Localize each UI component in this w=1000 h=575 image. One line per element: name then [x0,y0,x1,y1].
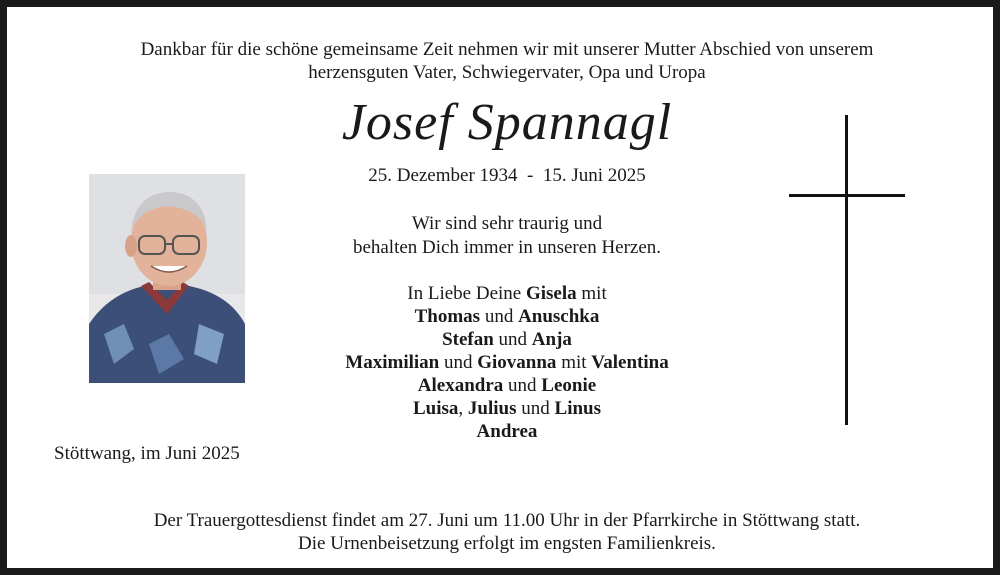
service-line-1: Der Trauergottesdienst findet am 27. Juni um 11.00 Uhr in der Pfarrkirche in Stöttwang statt. [153,510,861,531]
family-name: Alexandra [417,375,504,396]
deceased-name: Josef Spannagl [341,94,673,151]
family-name: Gisela [525,283,577,304]
cross-horizontal-bar [789,194,905,197]
family-name: Stefan [442,329,494,350]
family-name: Luisa [413,398,459,419]
family-name: Thomas [414,306,481,327]
family-text: und [439,352,478,373]
family-text: mit [556,352,592,373]
intro-line-2: herzensguten Vater, Schwiegervater, Opa und Uropa [308,62,706,83]
sorrow-line-1: Wir sind sehr traurig und [411,213,603,234]
family-line-7 [7,420,1000,443]
family-line-5 [7,374,1000,397]
family-list [7,282,1000,443]
family-name: Linus [554,398,601,419]
family-text: mit [576,283,607,304]
family-name: Maximilian [345,352,440,373]
life-dates: 25. Dezember 1934 - 15. Juni 2025 [368,165,646,186]
family-line-2 [7,305,1000,328]
family-name: Leonie [541,375,597,396]
family-name: Anuschka [518,306,600,327]
sorrow-text [7,212,1000,260]
family-text: und [516,398,555,419]
family-text: und [503,375,542,396]
family-name: Valentina [591,352,669,373]
family-text: In Liebe Deine [407,283,526,304]
family-name: Julius [467,398,517,419]
family-text: und [480,306,519,327]
intro-line-1: Dankbar für die schöne gemeinsame Zeit nehmen wir mit unserer Mutter Abschied von unserem [140,39,874,60]
family-name: Andrea [476,421,538,442]
family-text: und [493,329,532,350]
family-text: , [458,398,468,419]
family-line-1 [7,282,1000,305]
sorrow-line-2: behalten Dich immer in unseren Herzen. [352,237,662,258]
place-date: Stöttwang, im Juni 2025 [54,443,240,464]
family-name: Giovanna [477,352,557,373]
service-line-2: Die Urnenbeisetzung erfolgt im engsten Familienkreis. [298,533,716,554]
family-line-3 [7,328,1000,351]
family-line-4 [7,351,1000,374]
family-line-6 [7,397,1000,420]
family-name: Anja [531,329,572,350]
service-info [7,509,1000,555]
intro-text [27,38,987,84]
